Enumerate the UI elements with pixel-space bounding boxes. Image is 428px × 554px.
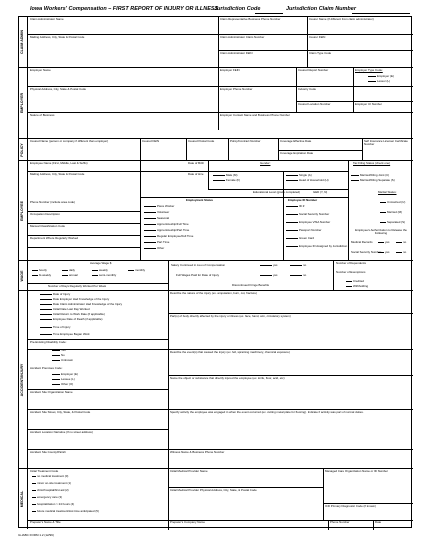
- gender-female[interactable]: Female (F): [213, 179, 240, 182]
- medical-records-no[interactable]: no: [396, 241, 406, 244]
- section-accident: [19, 290, 413, 468]
- tax-married-joint[interactable]: Married/Filing Joint (C): [351, 174, 389, 177]
- gender-label: Gender:: [260, 161, 271, 165]
- claim-admin-mailing[interactable]: Mailing Address, City, State & Postal Code: [30, 35, 85, 39]
- section-label: POLICY: [20, 142, 25, 157]
- id-number[interactable]: ID #: [286, 205, 304, 208]
- employee-phone[interactable]: Phone Number (include area code): [30, 200, 75, 204]
- form-footer: IA-IABC FORM 1.2 (12/99): [18, 533, 54, 537]
- insured-name[interactable]: Insured Name (person or company if different than employer): [30, 139, 109, 143]
- employer-name[interactable]: Employer Name: [30, 68, 51, 72]
- ssn-no[interactable]: no: [396, 251, 406, 254]
- employer-type-e[interactable]: Employer (E): [368, 75, 394, 78]
- avg-wage[interactable]: Average Wage $: [90, 261, 112, 265]
- section-claim-admin: [19, 17, 413, 67]
- premises-other[interactable]: Other (O): [52, 383, 73, 386]
- wage-annual[interactable]: annual: [62, 274, 78, 277]
- wage-daily[interactable]: daily: [62, 269, 75, 272]
- wage-biweekly[interactable]: bi-weekly: [32, 274, 51, 277]
- nature-of-injury[interactable]: Describe the nature of the injury (ex. amputation, burn, cut, fracture): [170, 291, 257, 295]
- wage-semimonthly[interactable]: semi-monthly: [92, 274, 116, 277]
- wage-weekly[interactable]: weekly: [92, 269, 108, 272]
- employer-ui-number[interactable]: Employer UI Number: [355, 102, 382, 106]
- preparer-company[interactable]: Preparer's Company Name: [170, 520, 205, 524]
- form-header: [30, 6, 410, 16]
- premises-lessee[interactable]: Lessee (L): [52, 378, 75, 381]
- authorization-label: Employee's Authorization to Release the Following: [355, 228, 407, 236]
- employer-address[interactable]: Physical Address, City, State & Postal Code: [30, 87, 87, 91]
- salary-no[interactable]: no: [290, 264, 306, 267]
- initial-last-day[interactable]: Initial Date Last Day Worked: [40, 308, 90, 311]
- manual-class-code[interactable]: Manual Classification Code: [30, 224, 66, 228]
- medical-provider[interactable]: Initial Medical Provider Name: [170, 469, 208, 473]
- jurisdiction-code-label: Jurisdiction Code: [214, 6, 261, 12]
- insured-report-number[interactable]: Insured Report Number: [298, 68, 329, 72]
- object-substance[interactable]: Name the object or substance that directly injured the employee (ex. knife, floor, acid, etc): [170, 376, 285, 380]
- pre-existing-label: Pre-Existing Disability Code:: [30, 340, 67, 344]
- managed-care[interactable]: Managed Care Organization Name or ID Number: [325, 469, 388, 473]
- occupation[interactable]: Occupation Description: [30, 212, 60, 216]
- claim-rep-phone[interactable]: Claim Representative Business Phone Number: [220, 17, 281, 21]
- jurisdiction-code-field[interactable]: [255, 13, 283, 14]
- time-of-injury[interactable]: Time of Injury: [40, 326, 70, 329]
- employer-type-l[interactable]: Lessor (L): [368, 80, 390, 83]
- date-employer-knowledge[interactable]: Date Employer Had Knowledge of the Injury: [40, 298, 109, 301]
- section-label: MEDICAL: [20, 490, 25, 508]
- date-admin-knowledge[interactable]: Date Claim Administrator Had Knowledge of the Injury: [40, 303, 122, 306]
- time-began-work[interactable]: Time Employee Began Work: [40, 333, 90, 336]
- medical-records-yes[interactable]: yes: [378, 241, 390, 244]
- salary-continued: Salary Continued in Lieu of Compensation: [171, 263, 226, 267]
- section-employer: [19, 67, 413, 138]
- insured-fein[interactable]: Insured FEIN: [142, 139, 160, 143]
- claim-type-code[interactable]: Claim Type Code: [309, 51, 332, 55]
- site-county[interactable]: Accident Site County/Parish: [30, 450, 66, 454]
- claim-admin-name[interactable]: Claim Administrator Name: [30, 17, 64, 21]
- tax-married-separate[interactable]: Married/Filing Separate (S): [351, 179, 395, 182]
- insurer-fein[interactable]: Insurer FEIN: [309, 35, 326, 39]
- employer-type-code: Employer Type Code:: [355, 68, 383, 72]
- insured-postal[interactable]: Insured Postal Code: [188, 139, 215, 143]
- ged[interactable]: GED (Y, N): [313, 190, 328, 194]
- employer-phone[interactable]: Employer Phone Number: [220, 87, 253, 91]
- ssn-label: Social Security Number: [351, 250, 382, 254]
- medical-records-label: Medical Records: [351, 240, 373, 244]
- claim-admin-fein[interactable]: Claim Administrator FEIN: [220, 51, 253, 55]
- status-part-time[interactable]: Part Time: [144, 241, 169, 244]
- pre-existing-unknown[interactable]: Unknown: [52, 359, 73, 362]
- jurisdiction-claim-number-label: Jurisdiction Claim Number: [286, 6, 356, 12]
- ssn-yes[interactable]: yes: [378, 251, 390, 254]
- return-to-work[interactable]: Initial Return to Work Date (if applicable): [40, 313, 105, 316]
- gender-male[interactable]: Male (M): [213, 174, 237, 177]
- policy-number[interactable]: Policy/Contract Number: [230, 139, 261, 143]
- tax-single[interactable]: Single (A): [286, 174, 312, 177]
- status-volunteer[interactable]: Volunteer: [144, 211, 169, 214]
- employer-contact[interactable]: Employer Contact Name and Business Phone Number: [220, 113, 290, 117]
- section-policy: [19, 138, 413, 160]
- section-label: CLAIM ADMIN: [20, 29, 25, 55]
- claim-admin-claim-number[interactable]: Claim Administrator Claim Number: [220, 35, 265, 39]
- witness[interactable]: Witness Name & Business Phone Number: [170, 450, 225, 454]
- treatment-4[interactable]: hospitalization > 24 hours (4): [32, 503, 74, 506]
- days-worked[interactable]: Number of Days Regularly Worked Per Week: [48, 284, 107, 288]
- treatment-0[interactable]: no medical treatment (0): [32, 475, 68, 478]
- education-level[interactable]: Educational Level (grade completed): [253, 190, 301, 194]
- id-jurisdiction[interactable]: Employee ID Assigned by Jurisdiction: [286, 245, 347, 248]
- status-appr-ft[interactable]: Apprenticeship/Full Time: [144, 223, 189, 226]
- date-of-death[interactable]: Employee Date of Death (if applicable): [40, 318, 103, 321]
- insurer-name[interactable]: Insurer Name (If different from claim administrator): [309, 17, 374, 21]
- pre-existing-no[interactable]: No: [52, 354, 65, 357]
- exemptions[interactable]: Number of Exemptions: [336, 270, 366, 274]
- marital-unmarried[interactable]: Unmarried (U): [380, 201, 405, 204]
- initial-treatment-label: Initial Treatment Code: [30, 469, 59, 473]
- department[interactable]: Department Where Regularly Worked: [30, 236, 79, 240]
- wage-hourly[interactable]: hourly: [32, 269, 47, 272]
- employment-status-label: Employment Status: [186, 198, 213, 202]
- coverage-exp-date[interactable]: Coverage Expiration Date: [280, 151, 314, 155]
- premises-label: Accident Premises Code:: [30, 366, 63, 370]
- date-of-birth[interactable]: Date of Birth: [188, 161, 205, 165]
- tax-hoh[interactable]: Head of Household (H): [286, 179, 329, 182]
- activity[interactable]: Specify activity the employee was engaged in when the event occurred (ex. cutting metal plate for flooring). Indicate if activity was part of normal duties.: [170, 410, 364, 414]
- insured-location[interactable]: Insured Location Number: [298, 102, 331, 106]
- full-wages: Full Wages Paid for Date of Injury: [176, 273, 220, 277]
- marital-separated[interactable]: Separated (S): [380, 221, 405, 224]
- marital-married[interactable]: Married (M): [380, 211, 402, 214]
- salary-yes[interactable]: yes: [260, 264, 278, 267]
- status-appr-pt[interactable]: Apprenticeship/Part Time: [144, 229, 189, 232]
- industry-code[interactable]: Industry Code: [298, 87, 316, 91]
- date-of-hire[interactable]: Date of Hire: [188, 172, 204, 176]
- full-wages-no[interactable]: no: [290, 274, 306, 277]
- preparer-phone[interactable]: Phone Number: [330, 520, 350, 524]
- status-other[interactable]: Other: [144, 247, 164, 250]
- employee-name[interactable]: Employee Name (First, Middle, Last & Suffix): [30, 161, 88, 165]
- jurisdiction-claim-number-field[interactable]: [352, 13, 410, 14]
- preparer-date[interactable]: Date: [375, 520, 382, 524]
- discontinued-fringe[interactable]: Discontinued Fringe Benefits: [232, 283, 269, 287]
- section-label: EMPLOYER: [20, 92, 25, 114]
- provider-address[interactable]: Initial Medical Provider Physical Address, City, State, & Postal Code: [170, 488, 257, 492]
- id-green-card[interactable]: Green Card: [286, 237, 314, 240]
- full-wages-yes[interactable]: yes: [260, 274, 278, 277]
- event-cause[interactable]: Describe the event(s) that caused the injury (ex. fell, spraining machinery, chemical exposure): [170, 350, 290, 354]
- section-label: EMPLOYEE: [20, 200, 25, 221]
- employee-id-label: Employee ID Number: [288, 198, 318, 202]
- date-of-injury[interactable]: Date of Injury: [40, 293, 70, 296]
- icd-code[interactable]: ICD Primary Diagnostic Code (if known): [325, 504, 377, 508]
- report-form: [18, 16, 412, 528]
- employer-fein[interactable]: Employer FEIN: [220, 68, 240, 72]
- section-wage: [19, 260, 413, 290]
- section-medical: [19, 468, 413, 529]
- exemptions-credited[interactable]: Credited: [346, 280, 364, 283]
- nature-of-business[interactable]: Nature of Business: [30, 113, 55, 117]
- section-employee: [19, 160, 413, 260]
- pre-existing-yes[interactable]: Yes: [52, 349, 66, 352]
- status-regular-ft[interactable]: Regular Employee/Full Time: [144, 235, 193, 238]
- part-of-body[interactable]: Part(s) of body directly affected by the injury or illness (ex. face, hand, arm, circulatory system): [170, 314, 291, 318]
- self-insurance-license[interactable]: Self Insurance License/ Certificate Number: [364, 139, 408, 147]
- site-street[interactable]: Accident Site Street, City, State, & Postal Code: [30, 410, 91, 414]
- section-label: ACCIDENT/INJURY: [20, 363, 25, 396]
- employee-mailing[interactable]: Mailing Address, City, State & Postal Code: [30, 172, 85, 176]
- site-org-name[interactable]: Accident Site Organization Name: [30, 390, 73, 394]
- id-ssn[interactable]: Social Security Number: [286, 213, 329, 216]
- exemptions-withholding[interactable]: Withholding: [346, 285, 368, 288]
- treatment-1[interactable]: minor on-site treatment (1): [32, 482, 71, 485]
- status-seasonal[interactable]: Seasonal: [144, 217, 169, 220]
- premises-employer[interactable]: Employer (E): [52, 373, 78, 376]
- treatment-3[interactable]: emergency care (3): [32, 496, 62, 499]
- marital-status: Marital Status:: [378, 190, 397, 194]
- preparer-name[interactable]: Preparer's Name & Title: [30, 520, 61, 524]
- tax-status-label: Tax Filing Status (check one): [353, 161, 391, 165]
- treatment-5[interactable]: future medical treatment/lost time anticipated (5): [32, 510, 99, 513]
- status-piece[interactable]: Piece Worker: [144, 205, 174, 208]
- wage-monthly[interactable]: monthly: [128, 269, 145, 272]
- coverage-eff-date[interactable]: Coverage Effective Date: [280, 139, 312, 143]
- dependents[interactable]: Number of Dependents: [336, 261, 366, 265]
- id-passport[interactable]: Passport Number: [286, 229, 322, 232]
- location-narrative[interactable]: Accident Location Narrative (If no street address): [30, 430, 93, 434]
- treatment-2[interactable]: clinic/hospital/first aid (2): [32, 489, 69, 492]
- section-label: WAGE: [20, 270, 25, 281]
- id-visa[interactable]: Employee VISA Number: [286, 221, 330, 224]
- form-title: Iowa Workers' Compensation – FIRST REPORT OF INJURY OR ILLNESS: [30, 6, 219, 12]
